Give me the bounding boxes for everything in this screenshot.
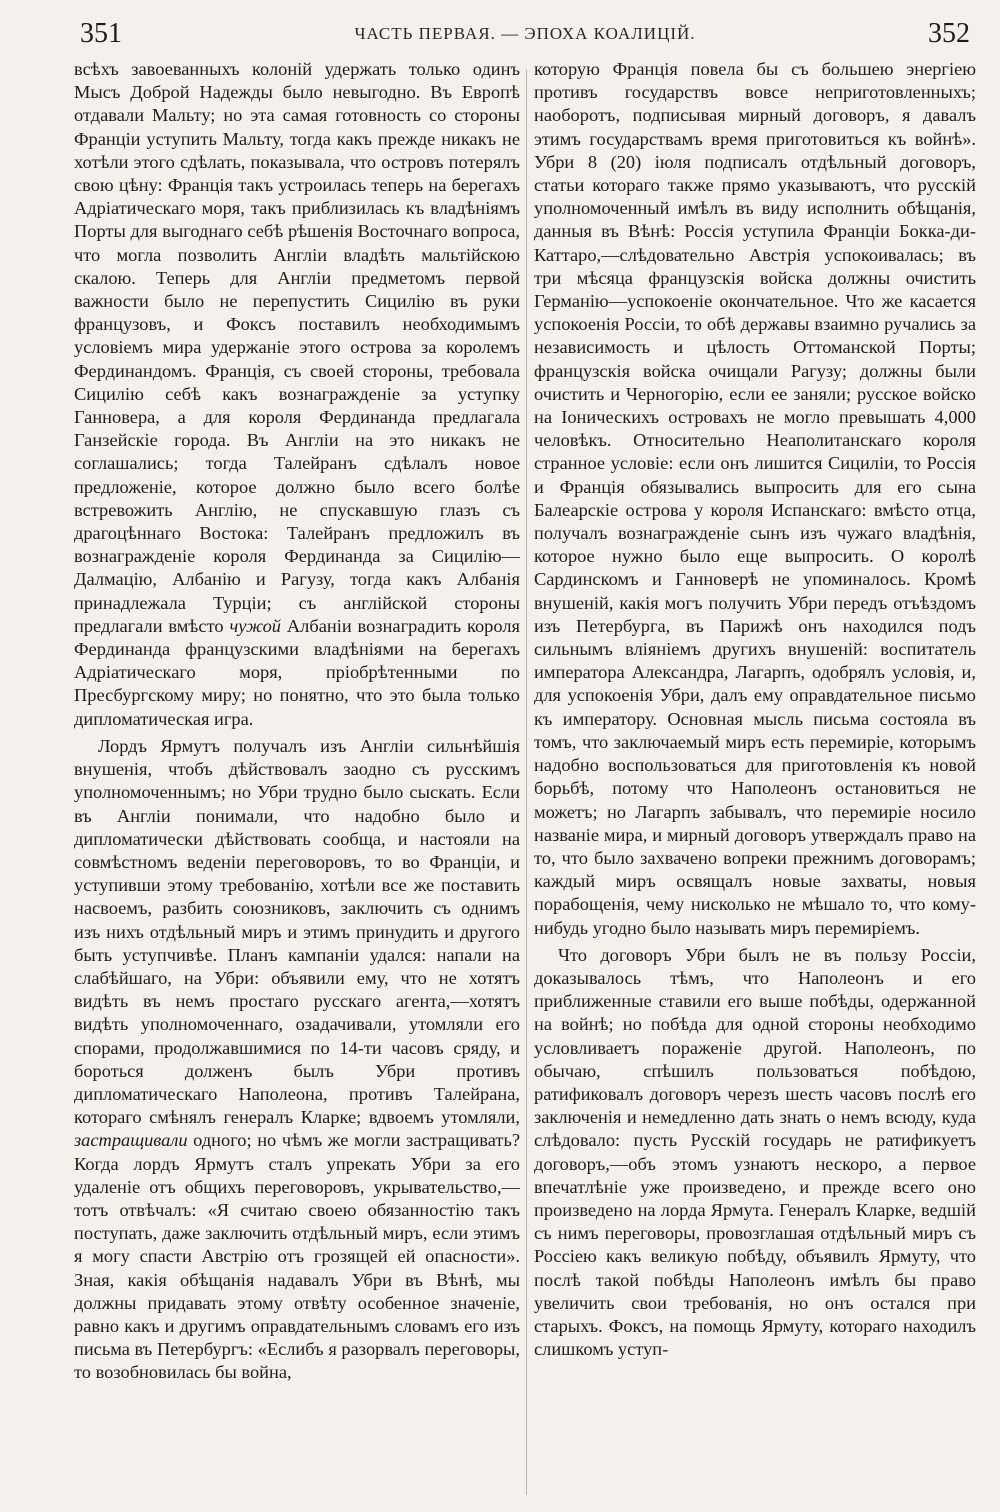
right-paragraph-1: которую Франція повела бы съ большею энергіею противъ государствъ вовсе неприготовленныхъ; наоборотъ, подписывая мирный договоръ, я давалъ этимъ государствамъ время приготовиться къ войнѣ». Убри 8 (20) іюля подписалъ отдѣльный договоръ, статьи котораго также прямо указываютъ, что русскій уполномоченный имѣлъ въ виду исполнить обѣщанія, данныя въ Вѣнѣ: Россія уступила Франціи Бокка-ди-Каттаро,—слѣдовательно Австрія успокоивалась; въ три мѣсяца французскія войска должны очистить Германію—успокоеніе окончательное. Что же касается успокоенія Россіи, то обѣ державы взаимно ручались за независимость и цѣлость Оттоманской Порты; французскія войска очищали Рагузу; должны были очистить и Черногорію, если ее заняли; русское войско на Іоническихъ островахъ не могло превышать 4,000 человѣкъ. Относительно Неаполитанскаго короля странное условіе: если онъ лишится Сициліи, то Россія и Франція обязывались выпросить для его сына Балеарскіе острова у короля Испанскаго: вмѣсто отца, получалъ вознагражденіе сынъ изъ чужаго владѣнія, которое нужно было еще выпросить. О королѣ Сардинскомъ и Ганноверѣ не упоминалось. Кромѣ внушеній, какія могъ получить Убри передъ отъѣздомъ изъ Петербурга, въ Парижѣ онъ находился подъ сильнымъ вліяніемъ другихъ внушеній: воспитатель императора Александра, Лагарпъ, одобрялъ условія, и, для успокоенія Убри, далъ ему оправдательное письмо къ императору. Основная мысль письма состояла въ томъ, что заключаемый миръ есть перемиріе, которымъ надобно воспользоваться для приготовленія къ новой борьбѣ, потому что Наполеонъ остановиться не можетъ; но Лагарпъ забывалъ, что перемиріе носило названіе мира, и мирный договоръ утверждалъ право на то, что было захвачено вопреки прежнимъ договорамъ; каждый миръ освящалъ новые захваты, новыя порабощенія, чему нисколько не мѣшало то, что кому-нибудь угодно было называть миръ перемиріемъ. (534, 59, 976, 938)
running-title: ЧАСТЬ ПЕРВАЯ. — ЭПОХА КОАЛИЦІЙ. (354, 24, 696, 43)
page-header (80, 14, 970, 54)
right-paragraph-2: Что договоръ Убри былъ не въ пользу Россіи, доказывалось тѣмъ, что Наполеонъ и его приближенные ставили его выше побѣды, одержанной на войнѣ; но побѣда для одной стороны необходимо условливаетъ пораженіе другой. Наполеонъ, по обычаю, спѣшилъ пользоваться побѣдою, ратификовалъ договоръ черезъ шесть часовъ послѣ его заключенія и немедленно дать знать о немъ всюду, куда слѣдовало: пусть Русскій государь не ратификуетъ договоръ,—объ этомъ узнаютъ нескоро, а первое впечатлѣніе уже произведено, и прежде всего оно произведено на лорда Ярмута. Генералъ Кларке, ведшій съ нимъ переговоры, провозглашая отдѣльный миръ съ Россіею какъ великую побѣду, объявилъ Ярмуту, что послѣ такой побѣды Наполеонъ имѣлъ бы право увеличить свои требованія, но онъ остался при старыхъ. Фоксъ, на помощь Ярмуту, котораго находилъ слишкомъ уступ- (534, 944, 976, 1360)
page-number-right: 352 (927, 18, 970, 49)
left-paragraph-2-text: Лордъ Ярмутъ получалъ изъ Англіи сильнѣйшія внушенія, чтобъ дѣйствовалъ заодно съ русскимъ уполномоченнымъ; но Убри трудно было сыскать. Если въ Англіи понимали, что надобно было и дипломатически дѣйствовать сообща, и настояли на совмѣстномъ веденіи переговоровъ, то во Франціи, и уступивши этому требованію, хотѣли все же поставить насвоемъ, разбить союзниковъ, заключить съ однимъ изъ нихъ отдѣльный миръ и этимъ принудить и другого быть уступчивѣе. Планъ кампаніи удался: напали на слабѣйшаго, на Убри: объявили ему, что не хотятъ видѣть въ немъ простаго русскаго агента,—хотятъ видѣть уполномоченнаго, озадачивали, утомляли его спорами, продолжавшимися по 14-ти часовъ сряду, и бороться долженъ былъ Убри противъ дипломатическаго Наполеона, противъ Талейрана, котораго смѣнялъ генералъ Кларке; вдвоемъ утомляли, (74, 735, 520, 1128)
italic-word: чужой (229, 615, 281, 636)
page-number-left: 351 (80, 18, 122, 49)
right-column (534, 58, 976, 1506)
left-paragraph-1-tail: Албаніи вознаградить короля Фердинанда французскими владѣніями на берегахъ Адріатическаго моря, пріобрѣтенными по Пресбургскому миру; но понятно, что это была только дипломатическая игра. (74, 615, 520, 729)
left-paragraph-1 (74, 58, 520, 731)
left-column (74, 58, 520, 1506)
left-paragraph-2-tail: одного; но чѣмъ же могли застращивать? Когда лордъ Ярмутъ сталъ упрекать Убри за его удаленіе отъ общихъ переговоровъ, укрывательство,—тотъ отвѣчалъ: «Я считаю своею обязанностію такъ поступать, даже заключить отдѣльный миръ, если этимъ я могу спасти Австрію отъ грозящей ей опасности». Зная, какія обѣщанія надавалъ Убри въ Вѣнѣ, мы должны придавать этому отвѣту особенное значеніе, равно какъ и другимъ оправдательнымъ словамъ его изъ письма въ Петербургъ: «Еслибъ я разорвалъ переговоры, то возобновилась бы война, (74, 1130, 520, 1383)
column-divider (526, 70, 527, 1495)
left-paragraph-1-text: всѣхъ завоеванныхъ колоній удержать только одинъ Мысъ Доброй Надежды было невыгодно. Въ Европѣ отдавали Мальту; но эта самая готовность со стороны Франціи уступить Мальту, тогда какъ прежде никакъ не хотѣли этого сдѣлать, показывала, что островъ потерялъ свою цѣну: Франція такъ устроилась теперь на берегахъ Адріатическаго моря, такъ приблизилась къ владѣніямъ Порты для выгоднаго себѣ рѣшенія Восточнаго вопроса, что могла позволить Англіи владѣть мальтійскою скалою. Теперь для Англіи предметомъ первой важности было не перепустить Сицилію въ руки французовъ, и Фоксъ поставилъ необходимымъ условіемъ мира удержаніе этого острова за королемъ Фердинандомъ. Франція, съ своей стороны, требовала Сицилію себѣ какъ вознагражденіе за уступку Ганновера, а для короля Фердинанда предлагала Ганзейскіе города. Въ Англіи на это никакъ не соглашались; тогда Талейранъ сдѣлалъ новое предложеніе, которое должно было всего болѣе встревожить Англію, не спускавшую глазъ съ драгоцѣннаго Востока: Талейранъ предложилъ въ вознагражденіе короля Фердинанда за Сицилію—Далмацію, Албанію и Рагузу, тогда какъ Албанія принадлежала Турціи; съ англійской стороны предлагали вмѣсто (74, 59, 520, 636)
italic-word: застращивали (74, 1130, 188, 1151)
left-paragraph-2 (74, 735, 520, 1385)
